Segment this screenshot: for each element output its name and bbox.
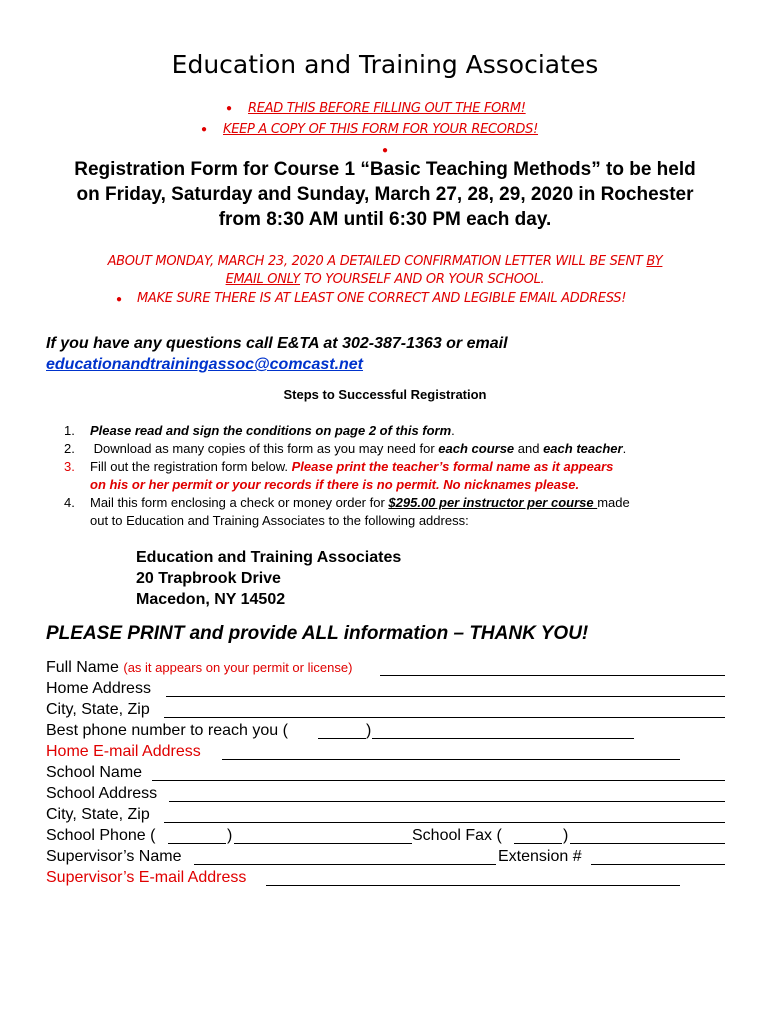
label-supervisor-name: Supervisor’s Name — [46, 848, 182, 865]
bullet-icon: ● — [201, 124, 208, 135]
label-best-phone: Best phone number to reach you ( — [46, 722, 288, 739]
print-note: PLEASE PRINT and provide ALL information – THANK YOU! — [46, 623, 589, 644]
confirmation-email-only: EMAIL ONLY — [225, 272, 301, 287]
best-phone-area-line[interactable] — [318, 738, 366, 739]
city-state-zip-line[interactable] — [164, 717, 725, 718]
school-phone-paren: ) — [227, 827, 233, 844]
label-full-name — [46, 658, 352, 678]
step-2 — [64, 440, 626, 458]
address-city: Macedon, NY 14502 — [136, 591, 286, 608]
bullet-icon: ● — [226, 103, 233, 114]
best-phone-line[interactable] — [372, 738, 634, 739]
address-street: 20 Trapbrook Drive — [136, 570, 281, 587]
step-1 — [64, 422, 455, 440]
label-school-phone: School Phone ( — [46, 827, 156, 844]
school-phone-line[interactable] — [234, 843, 412, 844]
home-address-line[interactable] — [166, 696, 725, 697]
label-home-email: Home E-mail Address — [46, 743, 201, 760]
confirmation-email-warning: MAKE SURE THERE IS AT LEAST ONE CORRECT AND LEGIBLE EMAIL ADDRESS! — [137, 291, 627, 306]
registration-line-2: on Friday, Saturday and Sunday, March 27, 28, 29, 2020 in Rochester — [76, 184, 694, 205]
school-city-line[interactable] — [164, 822, 725, 823]
step-3-a: Fill out the registration form below. — [90, 459, 292, 474]
step-number: 1. — [64, 423, 75, 438]
step-2-e: . — [622, 441, 627, 456]
contact-email-link[interactable]: educationandtrainingassoc@comcast.net — [46, 356, 364, 373]
school-name-line[interactable] — [152, 780, 725, 781]
step-number: 2. — [64, 441, 75, 456]
school-fax-line[interactable] — [570, 843, 725, 844]
confirmation-text-c: TO YOURSELF AND OR YOUR SCHOOL. — [300, 272, 545, 287]
step-3-c: on his or her permit or your records if there is no permit. No nicknames please. — [90, 477, 580, 492]
contact-text: If you have any questions call E&TA at 302-387-1363 or email — [46, 335, 508, 352]
label-school-fax: School Fax ( — [412, 827, 502, 844]
label-school-name: School Name — [46, 764, 143, 781]
supervisor-email-line[interactable] — [266, 885, 680, 886]
school-phone-area-line[interactable] — [168, 843, 226, 844]
confirmation-text-a: ABOUT MONDAY, MARCH 23, 2020 A DETAILED CONFIRMATION LETTER WILL BE SENT — [107, 254, 647, 269]
label-home-address: Home Address — [46, 680, 151, 697]
confirmation-line-2 — [0, 271, 770, 289]
step-4 — [64, 494, 630, 512]
steps-title: Steps to Successful Registration — [283, 387, 487, 402]
label-city-state-zip: City, State, Zip — [46, 701, 150, 718]
confirmation-text-b: BY — [646, 254, 663, 269]
bullet-icon: ● — [382, 145, 389, 156]
label-school-address: School Address — [46, 785, 158, 802]
step-2-c: and — [514, 441, 544, 456]
label-supervisor-email: Supervisor’s E-mail Address — [46, 869, 247, 886]
label-extension: Extension # — [498, 848, 582, 865]
step-3 — [64, 458, 613, 476]
page-title: Education and Training Associates — [171, 50, 599, 79]
step-number: 3. — [64, 459, 75, 474]
home-email-line[interactable] — [222, 759, 680, 760]
address-name: Education and Training Associates — [136, 549, 402, 566]
step-3-cont — [90, 476, 579, 494]
step-3-b: Please print the teacher’s formal name as it appears — [291, 459, 614, 474]
full-name-label: Full Name — [46, 659, 124, 676]
step-4-c: made — [597, 495, 630, 510]
best-phone-paren: ) — [366, 722, 372, 739]
supervisor-name-line[interactable] — [194, 864, 496, 865]
step-4-price: $295.00 per instructor per course — [388, 495, 598, 510]
step-number: 4. — [64, 495, 75, 510]
step-1-end: . — [451, 423, 455, 438]
step-4-cont: out to Education and Training Associates to the following address: — [90, 513, 469, 528]
notice-read-before: READ THIS BEFORE FILLING OUT THE FORM! — [248, 101, 526, 116]
step-4-a: Mail this form enclosing a check or money order for — [90, 495, 389, 510]
school-fax-area-line[interactable] — [514, 843, 562, 844]
registration-line-1: Registration Form for Course 1 “Basic Teaching Methods” to be held — [74, 159, 696, 180]
extension-line[interactable] — [591, 864, 725, 865]
contact-email-wrap — [46, 355, 363, 375]
school-fax-paren: ) — [563, 827, 569, 844]
bullet-icon: ● — [116, 294, 123, 305]
step-2-each-course: each course — [438, 441, 515, 456]
school-address-line[interactable] — [169, 801, 725, 802]
step-2-each-teacher: each teacher — [543, 441, 623, 456]
full-name-line[interactable] — [380, 675, 725, 676]
confirmation-line-1 — [0, 253, 770, 271]
full-name-hint: (as it appears on your permit or license) — [123, 660, 353, 675]
registration-line-3: from 8:30 AM until 6:30 PM each day. — [218, 209, 552, 230]
step-1-text: Please read and sign the conditions on page 2 of this form — [90, 423, 452, 438]
step-2-a: Download as many copies of this form as you may need for — [90, 441, 439, 456]
label-school-city: City, State, Zip — [46, 806, 150, 823]
notice-keep-copy: KEEP A COPY OF THIS FORM FOR YOUR RECORDS! — [223, 122, 539, 137]
